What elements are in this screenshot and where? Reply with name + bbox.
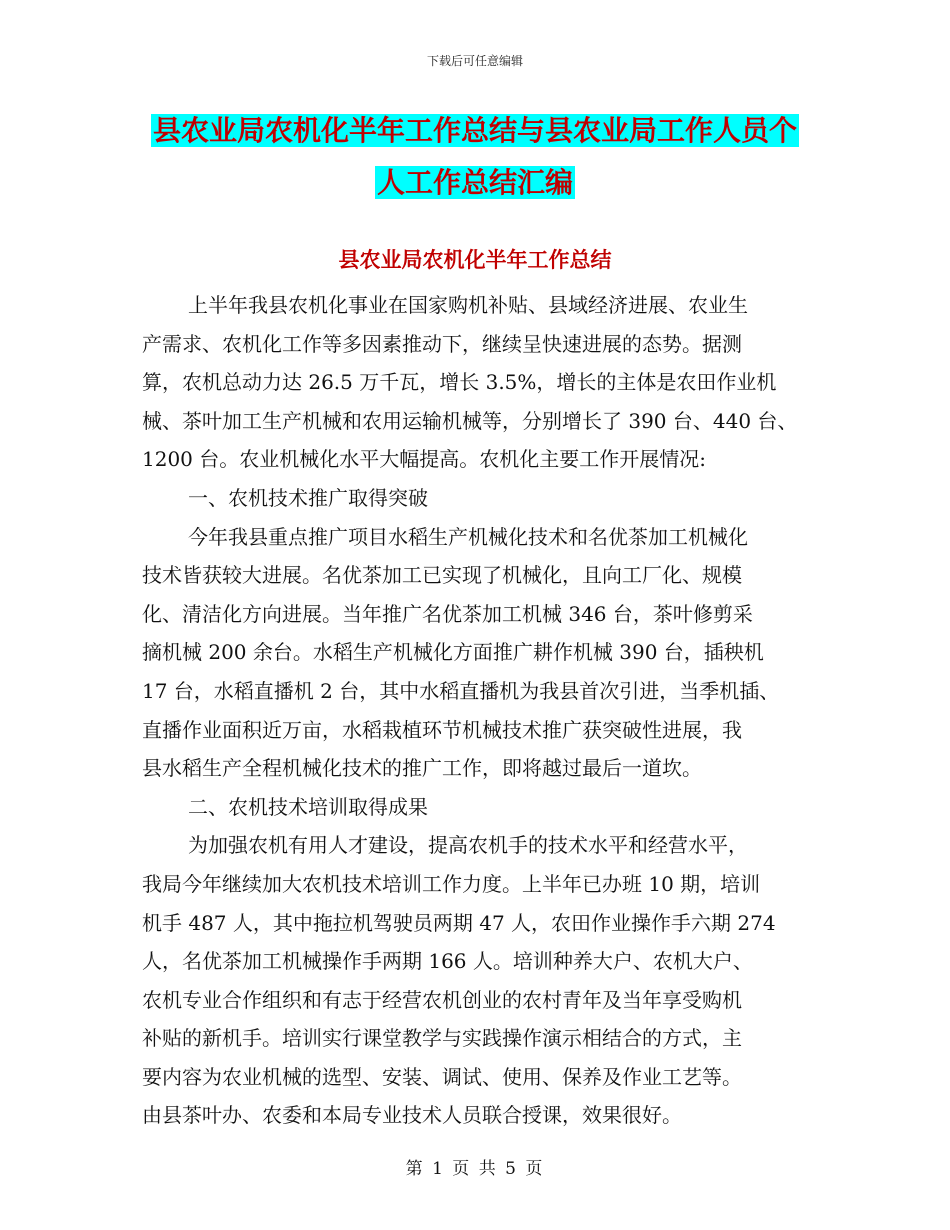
body-line: 人，名优茶加工机械操作手两期 166 人。培训种养大户、农机大户、 [142, 949, 753, 974]
body-line: 17 台，水稻直播机 2 台，其中水稻直播机为我县首次引进，当季机插、 [142, 678, 780, 703]
section-title: 县农业局农机化半年工作总结 [338, 248, 612, 272]
body-line: 产需求、农机化工作等多因素推动下，继续呈快速进展的态势。据测 [142, 331, 742, 356]
body-line: 1200 台。农业机械化水平大幅提高。农机化主要工作开展情况: [142, 447, 706, 472]
title-line-1: 县农业局农机化半年工作总结与县农业局工作人员个 [152, 114, 797, 147]
body-line: 我局今年继续加大农机技术培训工作力度。上半年已办班 10 期，培训 [142, 871, 761, 896]
body-line: 由县茶叶办、农委和本局专业技术人员联合授课，效果很好。 [142, 1103, 682, 1128]
body-line: 机手 487 人，其中拖拉机驾驶员两期 47 人，农田作业操作手六期 274 [142, 910, 776, 935]
body-line: 县水稻生产全程机械化技术的推广工作，即将越过最后一道坎。 [142, 756, 702, 781]
body-line: 化、清洁化方向进展。当年推广名优茶加工机械 346 台，茶叶修剪采 [142, 601, 753, 626]
subheading-line: 二、农机技术培训取得成果 [188, 794, 428, 819]
body-line: 要内容为农业机械的选型、安装、调试、使用、保养及作业工艺等。 [142, 1064, 742, 1089]
body-line: 直播作业面积近万亩，水稻栽植环节机械技术推广获突破性进展，我 [142, 717, 742, 742]
document-body [142, 286, 832, 1135]
body-line: 补贴的新机手。培训实行课堂教学与实践操作演示相结合的方式，主 [142, 1026, 742, 1051]
body-line: 摘机械 200 余台。水稻生产机械化方面推广耕作机械 390 台，插秧机 [142, 640, 764, 665]
page-footer: 第 1 页 共 5 页 [405, 1159, 545, 1179]
document-title [0, 105, 950, 209]
body-line: 农机专业合作组织和有志于经营农机创业的农村青年及当年享受购机 [142, 987, 742, 1012]
body-line: 算，农机总动力达 26.5 万千瓦，增长 3.5%，增长的主体是农田作业机 [142, 370, 777, 395]
body-line: 为加强农机有用人才建设，提高农机手的技术水平和经营水平， [188, 833, 748, 858]
title-line-2: 人工作总结汇编 [376, 166, 573, 199]
body-line: 上半年我县农机化事业在国家购机补贴、县域经济进展、农业生 [188, 293, 748, 317]
subheading-line: 一、农机技术推广取得突破 [188, 485, 428, 510]
body-line: 技术皆获较大进展。名优茶加工已实现了机械化，且向工厂化、规模 [142, 563, 742, 588]
header-note: 下载后可任意编辑 [426, 54, 523, 68]
body-line: 械、茶叶加工生产机械和农用运输机械等，分别增长了 390 台、440 台、 [142, 408, 798, 433]
body-line: 今年我县重点推广项目水稻生产机械化技术和名优茶加工机械化 [188, 524, 748, 549]
